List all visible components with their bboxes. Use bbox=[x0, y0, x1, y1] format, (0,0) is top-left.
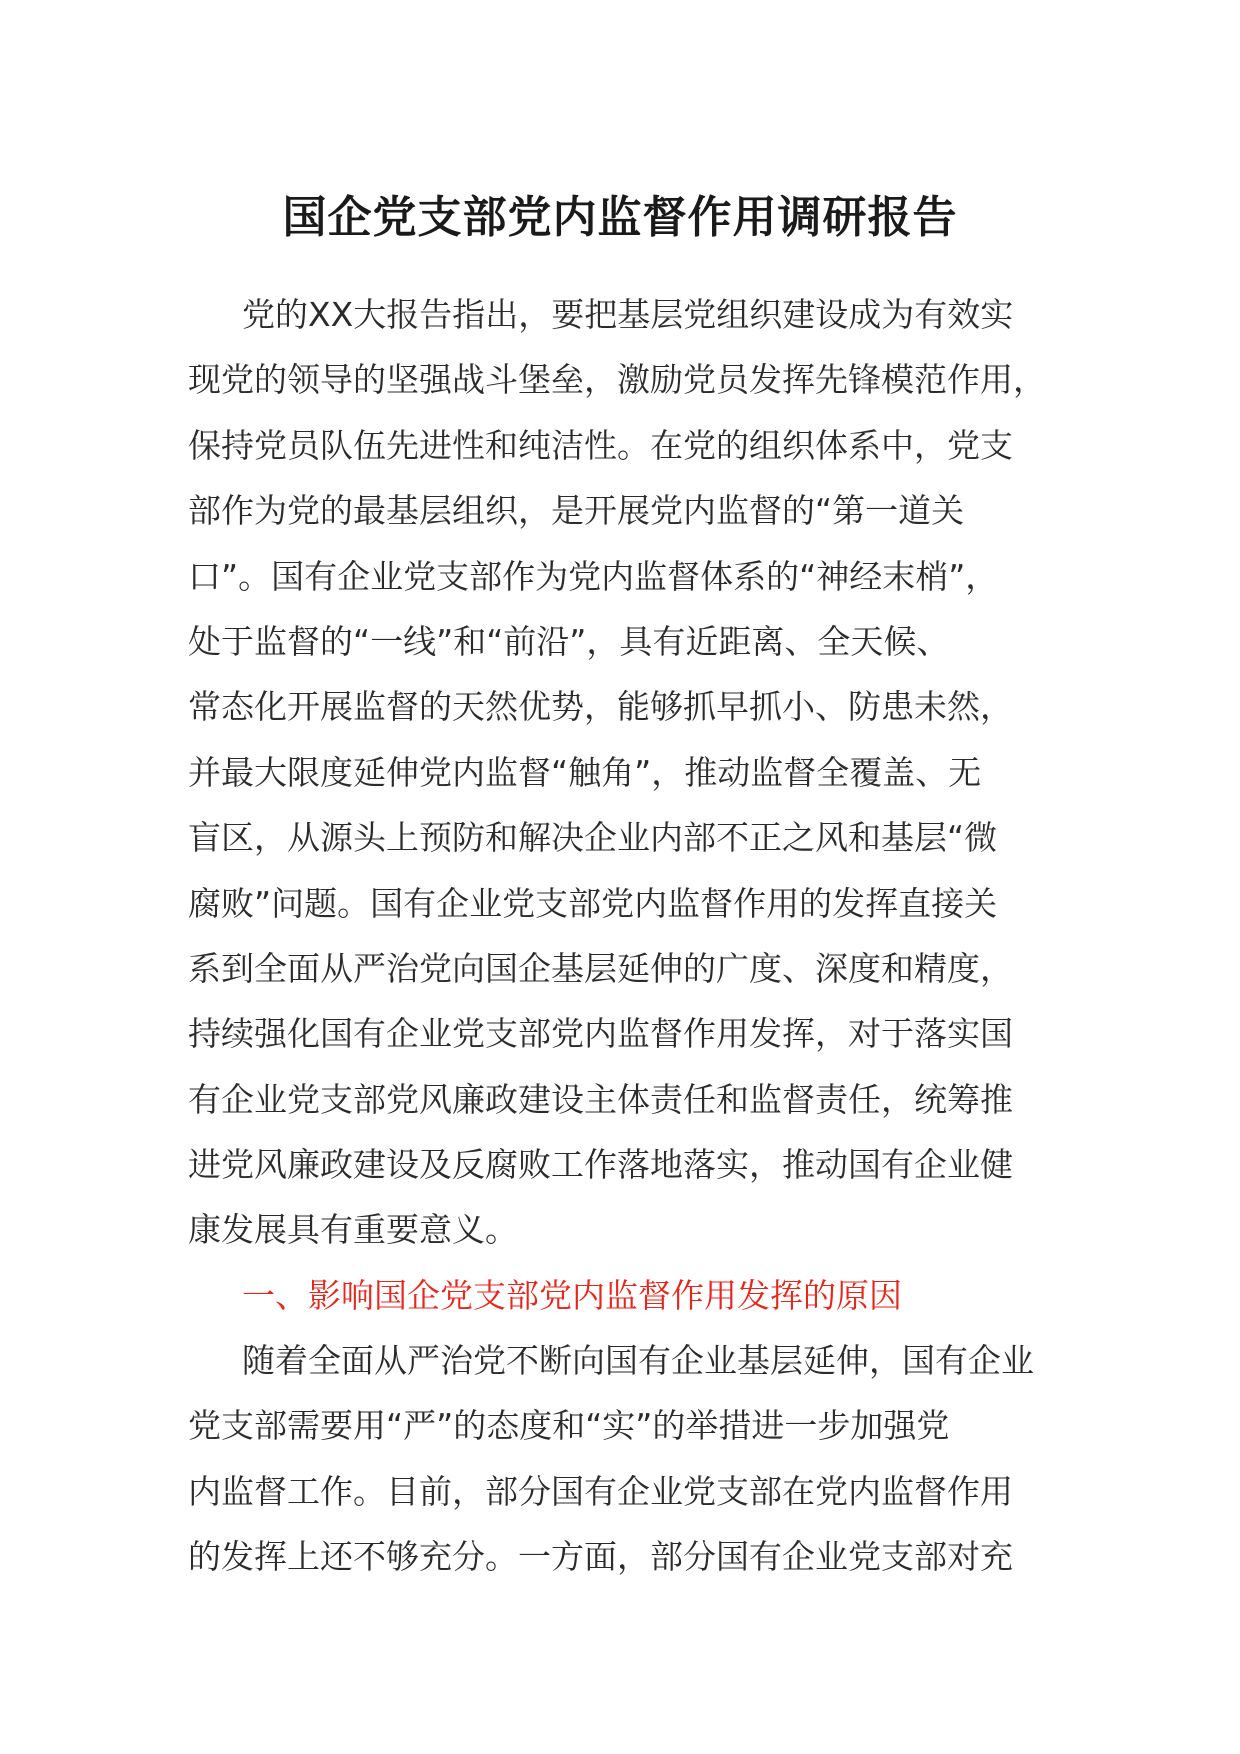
paragraph-line: 内监督工作。目前，部分国有企业党支部在党内监督作用 bbox=[188, 1471, 1013, 1511]
paragraph-line: 有企业党支部党风廉政建设主体责任和监督责任，统筹推 bbox=[188, 1079, 1013, 1119]
section-heading: 一、影响国企党支部党内监督作用发挥的原因 bbox=[242, 1276, 902, 1315]
paragraph-line: 现党的领导的坚强战斗堡垒，激励党员发挥先锋模范作用， bbox=[188, 360, 1046, 400]
paragraph-line: 腐败”问题。国有企业党支部党内监督作用的发挥直接关 bbox=[188, 883, 998, 923]
paragraph-line: 口”。国有企业党支部作为党内监督体系的“神经末梢”， bbox=[188, 556, 999, 596]
document-title: 国企党支部党内监督作用调研报告 bbox=[282, 192, 958, 243]
paragraph-line: 盲区，从源头上预防和解决企业内部不正之风和基层“微 bbox=[188, 818, 998, 858]
paragraph-line: 的发挥上还不够充分。一方面，部分国有企业党支部对充 bbox=[188, 1537, 1013, 1577]
paragraph-1 bbox=[188, 282, 1056, 1263]
paragraph-line: 持续强化国有企业党支部党内监督作用发挥，对于落实国 bbox=[188, 1014, 1013, 1054]
paragraph-2 bbox=[188, 1328, 1056, 1590]
paragraph-line: 保持党员队伍先进性和纯洁性。在党的组织体系中，党支 bbox=[188, 425, 1013, 465]
paragraph-line: 康发展具有重要意义。 bbox=[188, 1210, 518, 1250]
paragraph-line: 部作为党的最基层组织，是开展党内监督的“第一道关 bbox=[188, 491, 965, 531]
paragraph-line: 常态化开展监督的天然优势，能够抓早抓小、防患未然， bbox=[188, 687, 1013, 727]
paragraph-line: 并最大限度延伸党内监督“触角”，推动监督全覆盖、无 bbox=[188, 752, 982, 792]
paragraph-line: 进党风廉政建设及反腐败工作落地落实，推动国有企业健 bbox=[188, 1145, 1013, 1185]
paragraph-line: 党支部需要用“严”的态度和“实”的举措进一步加强党 bbox=[188, 1406, 950, 1446]
paragraph-line: 党的XX大报告指出，要把基层党组织建设成为有效实 bbox=[242, 295, 1014, 334]
paragraph-line: 处于监督的“一线”和“前沿”，具有近距离、全天候、 bbox=[188, 621, 950, 661]
paragraph-line: 随着全面从严治党不断向国有企业基层延伸，国有企业 bbox=[242, 1341, 1034, 1380]
paragraph-line: 系到全面从严治党向国企基层延伸的广度、深度和精度， bbox=[188, 948, 1013, 988]
